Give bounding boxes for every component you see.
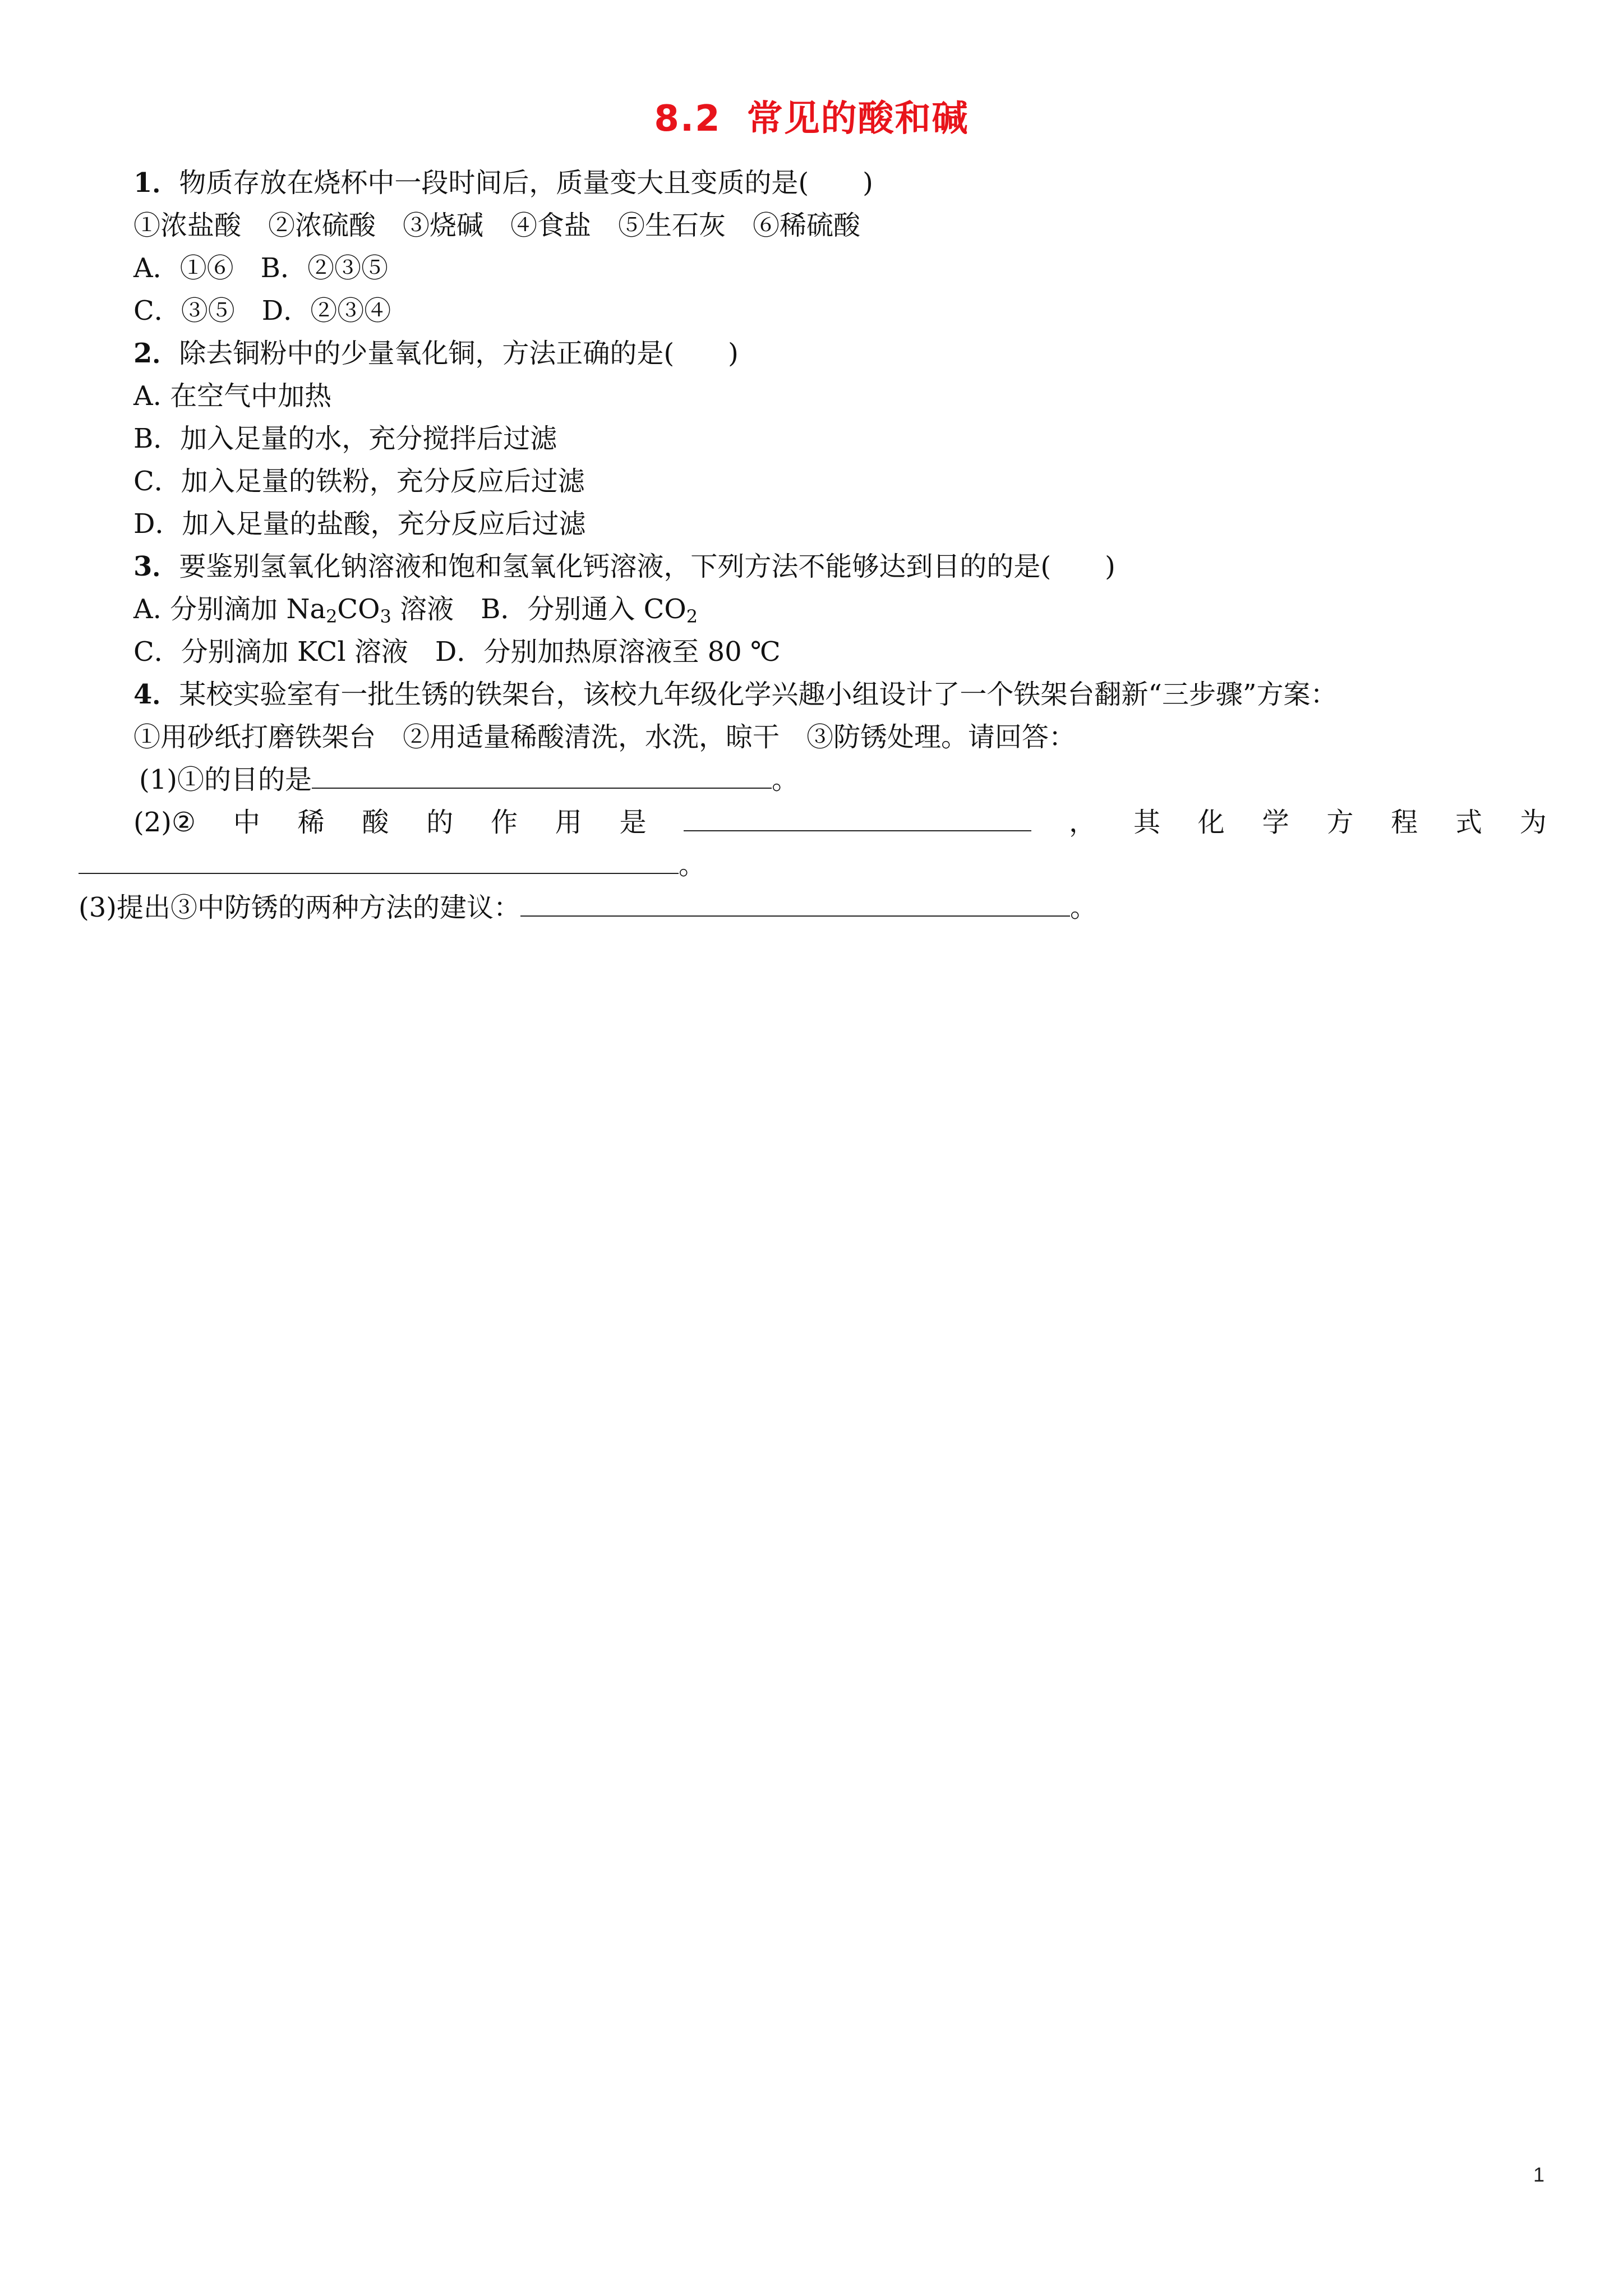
q4-sub2-char: 方 <box>1326 807 1354 838</box>
q4-sub2-char: 程 <box>1391 807 1418 838</box>
q4-stem: 某校实验室有一批生锈的铁架台，该校九年级化学兴趣小组设计了一个铁架台翻新“三步骤”方案： <box>179 679 1338 710</box>
q3-options-ab <box>133 592 698 626</box>
q2-option-d: D．加入足量的盐酸，充分反应后过滤 <box>133 508 586 540</box>
q2-option-a: A. 在空气中加热 <box>133 380 332 412</box>
formula-part: CO <box>337 593 380 625</box>
q4-sub2-char: 是 <box>619 807 647 838</box>
answer-blank-1[interactable] <box>312 763 772 789</box>
q4-number: 4． <box>133 679 179 710</box>
q3-option-b-text: 溶液 B．分别通入 CO <box>391 593 686 625</box>
q1-stem: 物质存放在烧杯中一段时间后，质量变大且变质的是( ) <box>179 167 873 199</box>
subscript: 2 <box>686 606 698 627</box>
period: 。 <box>772 764 799 795</box>
period: 。 <box>679 849 706 881</box>
q2-stem-line <box>133 337 739 370</box>
q4-sub2-line <box>133 806 1547 839</box>
subscript: 3 <box>380 606 391 627</box>
q4-sub3-label: (3)提出③中防锈的两种方法的建议： <box>79 892 520 923</box>
q4-sub1-label: (1)①的目的是 <box>139 764 312 795</box>
q4-sub2-char: 化 <box>1197 807 1225 838</box>
q3-stem: 要鉴别氢氧化钠溶液和饱和氢氧化钙溶液，下列方法不能够达到目的的是( ) <box>179 551 1115 582</box>
q4-sub2-char: 为 <box>1519 807 1547 838</box>
q3-options-cd: C．分别滴加 KCl 溶液 D．分别加热原溶液至 80 ℃ <box>133 636 781 668</box>
q1-options-cd: C．③⑤ D．②③④ <box>133 295 391 326</box>
title-text: 常见的酸和碱 <box>746 98 969 140</box>
q4-sub2-label: (2)② <box>133 807 196 838</box>
q4-sub2-comma: ， <box>1069 807 1096 838</box>
q3-stem-line <box>133 550 1115 583</box>
q3-option-a-text: A. 分别滴加 Na <box>133 593 326 625</box>
q4-sub2-char: 式 <box>1455 807 1482 838</box>
q4-sub2-char: 的 <box>426 807 454 838</box>
q4-sub2-char: 作 <box>491 807 518 838</box>
q1-stem-line <box>133 166 873 200</box>
q4-sub2-char: 中 <box>233 807 260 838</box>
answer-blank-3[interactable] <box>79 848 679 874</box>
q1-number: 1． <box>133 167 179 199</box>
q1-items: ①浓盐酸 ②浓硫酸 ③烧碱 ④食盐 ⑤生石灰 ⑥稀硫酸 <box>133 210 861 241</box>
page-title <box>0 90 1623 141</box>
answer-blank-2[interactable] <box>684 806 1031 831</box>
q2-number: 2． <box>133 338 179 369</box>
q4-stem-line <box>133 678 1338 711</box>
q4-sub2-char: 其 <box>1133 807 1160 838</box>
q4-steps: ①用砂纸打磨铁架台 ②用适量稀酸清洗，水洗，晾干 ③防锈处理。请回答： <box>133 721 1076 753</box>
q4-sub2-char: 学 <box>1262 807 1289 838</box>
subscript: 2 <box>326 606 338 627</box>
q4-sub1 <box>139 763 799 797</box>
q4-sub2-char: 稀 <box>297 807 325 838</box>
answer-blank-4[interactable] <box>520 891 1070 917</box>
q4-sub2-char: 酸 <box>362 807 389 838</box>
q2-stem: 除去铜粉中的少量氧化铜，方法正确的是( ) <box>179 338 739 369</box>
q2-option-c: C．加入足量的铁粉，充分反应后过滤 <box>133 466 585 497</box>
q1-options-ab: A．①⑥ B．②③⑤ <box>133 252 388 284</box>
title-number: 8.2 <box>654 98 721 140</box>
period: 。 <box>1070 892 1098 923</box>
q2-option-b: B．加入足量的水，充分搅拌后过滤 <box>133 423 557 454</box>
q4-sub2-equation-line <box>79 848 706 882</box>
page-number: 1 <box>1533 2163 1545 2186</box>
q4-sub2-char: 用 <box>555 807 582 838</box>
q4-sub3 <box>79 891 1097 924</box>
q3-number: 3． <box>133 551 179 582</box>
